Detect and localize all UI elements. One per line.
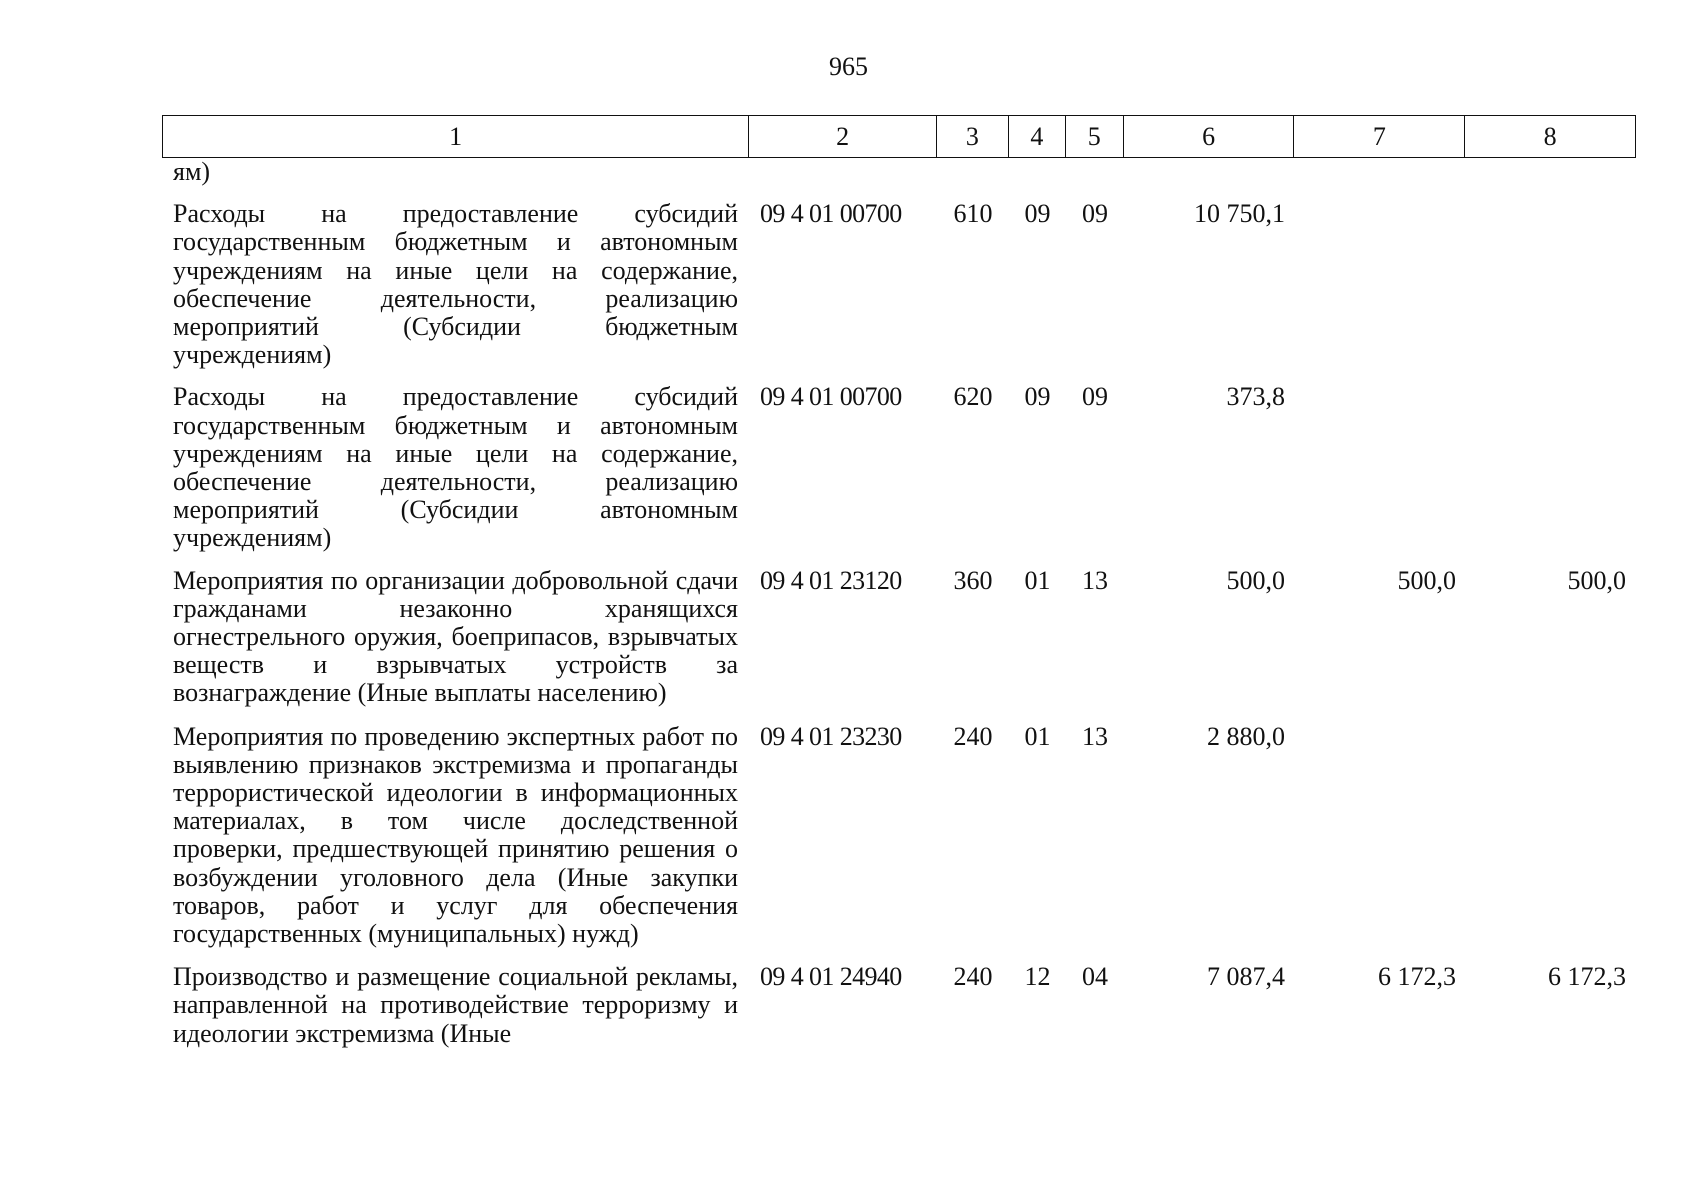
column-header-7: 7	[1294, 116, 1465, 157]
page-number: 965	[829, 52, 868, 81]
row-target-code: 09 4 01 24940	[760, 962, 902, 992]
row-subsection: 09	[1082, 199, 1108, 229]
column-header-8: 8	[1543, 121, 1557, 151]
column-header-1: 1	[163, 116, 749, 157]
row-amount-col8: 6 172,3	[1548, 962, 1626, 992]
row-section: 01	[1024, 721, 1051, 751]
table-body	[162, 158, 1636, 1048]
row-expense-type: 240	[953, 721, 993, 751]
row-amount-col7: 500,0	[1397, 565, 1456, 595]
row-description: Мероприятия по организации добровольной сдачи гражданами незаконно хранящихся огнестрельного оружия, боеприпасов, взрывчатых веществ и взрывчатых устройств за вознаграждение (Иные выплаты населению)	[173, 565, 738, 708]
table-row	[162, 200, 1636, 369]
row-section: 09	[1024, 382, 1051, 412]
row-amount-col7	[1295, 383, 1466, 552]
row-amount-col8	[1466, 383, 1636, 552]
table-header	[162, 115, 1636, 158]
table-row	[162, 383, 1636, 552]
row-amount-col6: 7 087,4	[1207, 962, 1285, 992]
row-expense-type: 620	[953, 382, 993, 412]
row-description: Расходы на предоставление субсидий государственным бюджетным и автономным учреждениям на иные цели на содержание, обеспечение деятельности, реализацию мероприятий (Субсидии автономным учреждениям)	[173, 382, 738, 553]
row-expense-type: 610	[953, 199, 993, 229]
row-subsection: 09	[1082, 382, 1108, 412]
row-section: 01	[1024, 565, 1051, 595]
row-target-code: 09 4 01 23230	[760, 721, 902, 751]
column-header-6: 6	[1124, 116, 1295, 157]
row-target-code: 09 4 01 00700	[760, 199, 902, 229]
row-subsection: 13	[1082, 565, 1108, 595]
row-expense-type: 360	[953, 565, 993, 595]
row-amount-col6: 10 750,1	[1194, 199, 1285, 229]
row-subsection: 13	[1082, 721, 1108, 751]
row-description: Производство и размещение социальной рекламы, направленной на противодействие терроризму и идеологии экстремизма (Иные	[173, 962, 738, 1048]
table-row-continuation	[162, 158, 1636, 186]
row-amount-col6: 500,0	[1226, 565, 1285, 595]
row-amount-col7: 6 172,3	[1378, 962, 1456, 992]
row-section: 09	[1024, 199, 1051, 229]
row-target-code: 09 4 01 23120	[760, 565, 902, 595]
row-amount-col7	[1295, 723, 1466, 949]
table-row	[162, 723, 1636, 949]
column-header-5: 5	[1066, 116, 1124, 157]
column-header-3: 3	[937, 116, 1009, 157]
row-expense-type: 240	[953, 962, 993, 992]
row-amount-col6: 2 880,0	[1207, 721, 1285, 751]
table-row	[162, 963, 1636, 1048]
row-section: 12	[1024, 962, 1051, 992]
row-subsection: 04	[1082, 962, 1108, 992]
row-amount-col7	[1295, 200, 1466, 369]
column-header-4: 4	[1009, 116, 1066, 157]
row-amount-col6: 373,8	[1226, 382, 1285, 412]
column-header-2: 2	[749, 116, 937, 157]
row-description: Мероприятия по проведению экспертных работ по выявлению признаков экстремизма и пропаганды террористической идеологии в информационных материалах, в том числе доследственной проверки, предшествующей принятию решения о возбуждении уголовного дела (Иные закупки товаров, работ и услуг для обеспечения государственных (муниципальных) нужд)	[173, 721, 738, 949]
row-amount-col8	[1466, 723, 1636, 949]
row-amount-col8	[1466, 200, 1636, 369]
row-description: Расходы на предоставление субсидий государственным бюджетным и автономным учреждениям на иные цели на содержание, обеспечение деятельности, реализацию мероприятий (Субсидии бюджетным учреждениям)	[173, 199, 738, 370]
continuation-text: ям)	[173, 157, 211, 186]
row-amount-col8: 500,0	[1567, 565, 1626, 595]
table-row	[162, 567, 1636, 708]
row-target-code: 09 4 01 00700	[760, 382, 902, 412]
